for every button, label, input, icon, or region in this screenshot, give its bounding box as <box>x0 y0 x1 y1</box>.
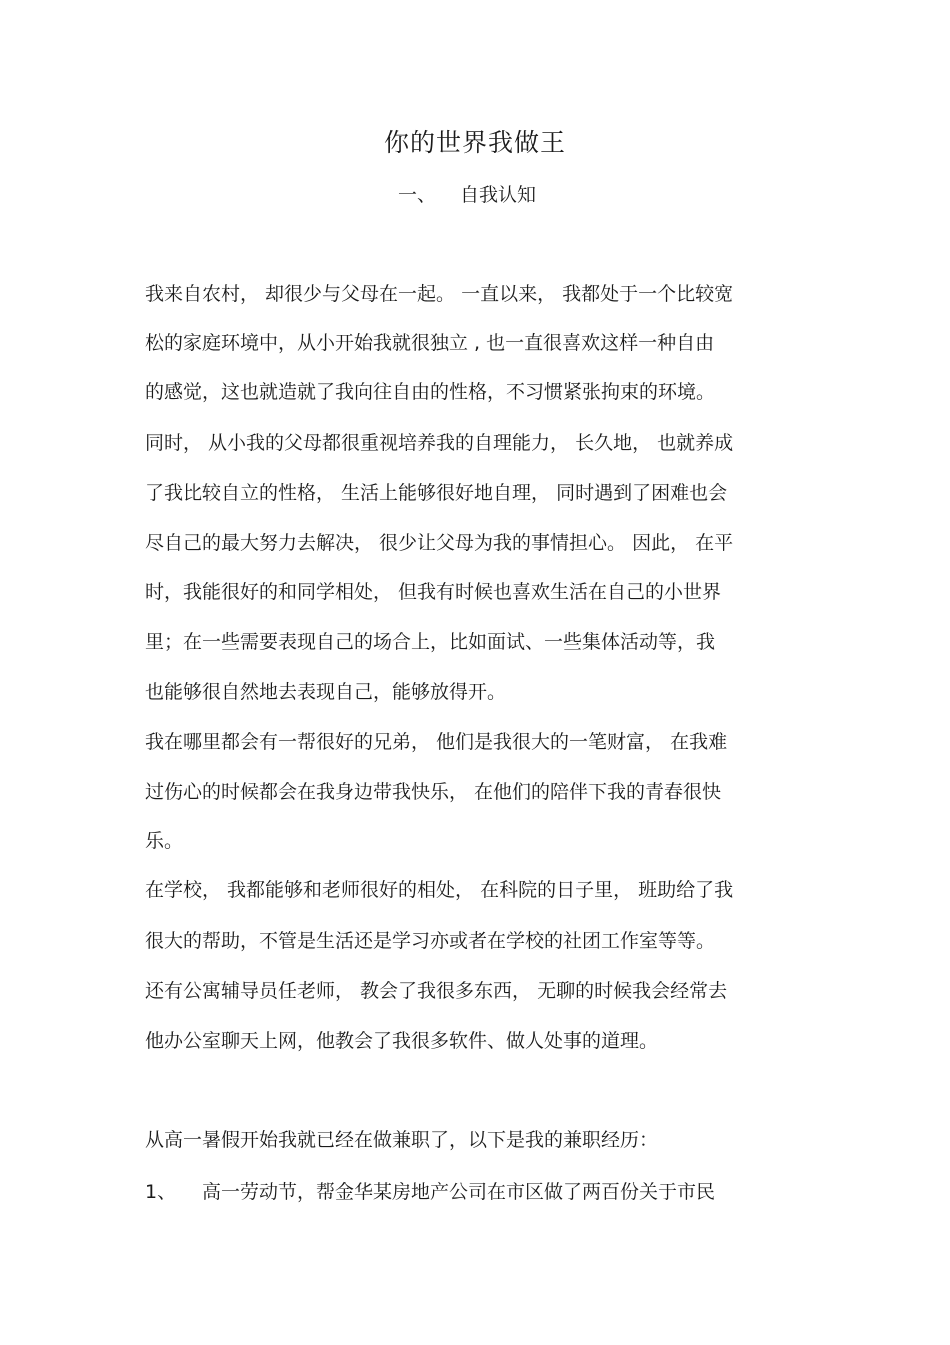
paragraph-line: 了我比较自立的性格， 生活上能够很好地自理， 同时遇到了困难也会 <box>145 482 728 504</box>
paragraph-line: 在学校， 我都能够和老师很好的相处， 在科院的日子里， 班助给了我 <box>145 879 734 901</box>
paragraph-line: 过伤心的时候都会在我身边带我快乐， 在他们的陪伴下我的青春很快 <box>145 781 722 803</box>
paragraph-line: 乐。 <box>145 830 184 852</box>
list-item <box>145 1180 715 1204</box>
list-item-number: 1、 <box>145 1181 177 1203</box>
section-heading <box>398 180 536 207</box>
paragraph-line: 的感觉，这也就造就了我向往自由的性格，不习惯紧张拘束的环境。 <box>145 381 716 403</box>
paragraph-line: 尽自己的最大努力去解决， 很少让父母为我的事情担心。 因此， 在平 <box>145 532 734 554</box>
paragraph-line: 很大的帮助，不管是生活还是学习亦或者在学校的社团工作室等等。 <box>145 930 716 952</box>
part-time-intro: 从高一暑假开始我就已经在做兼职了，以下是我的兼职经历： <box>145 1129 659 1151</box>
paragraph-line: 时，我能很好的和同学相处， 但我有时候也喜欢生活在自己的小世界 <box>145 581 722 603</box>
list-item-text: 高一劳动节，帮金华某房地产公司在市区做了两百份关于市民 <box>202 1181 716 1203</box>
paragraph-line: 里；在一些需要表现自己的场合上，比如面试、一些集体活动等，我 <box>145 631 716 653</box>
paragraph-line: 我来自农村， 却很少与父母在一起。 一直以来， 我都处于一个比较宽 <box>145 283 734 305</box>
paragraph-line: 他办公室聊天上网，他教会了我很多软件、做人处事的道理。 <box>145 1030 659 1052</box>
paragraph-line: 我在哪里都会有一帮很好的兄弟， 他们是我很大的一笔财富， 在我难 <box>145 731 728 753</box>
section-number: 一、 <box>398 184 437 206</box>
paragraph-line: 松的家庭环境中，从小开始我就很独立 , 也一直很喜欢这样一种自由 <box>145 332 715 354</box>
section-title: 自我认知 <box>460 184 537 206</box>
paragraph-line: 还有公寓辅导员任老师， 教会了我很多东西， 无聊的时候我会经常去 <box>145 980 728 1002</box>
paragraph-line: 同时， 从小我的父母都很重视培养我的自理能力， 长久地， 也就养成 <box>145 432 734 454</box>
document-title: 你的世界我做王 <box>383 128 566 157</box>
paragraph-line: 也能够很自然地去表现自己，能够放得开。 <box>145 681 507 703</box>
